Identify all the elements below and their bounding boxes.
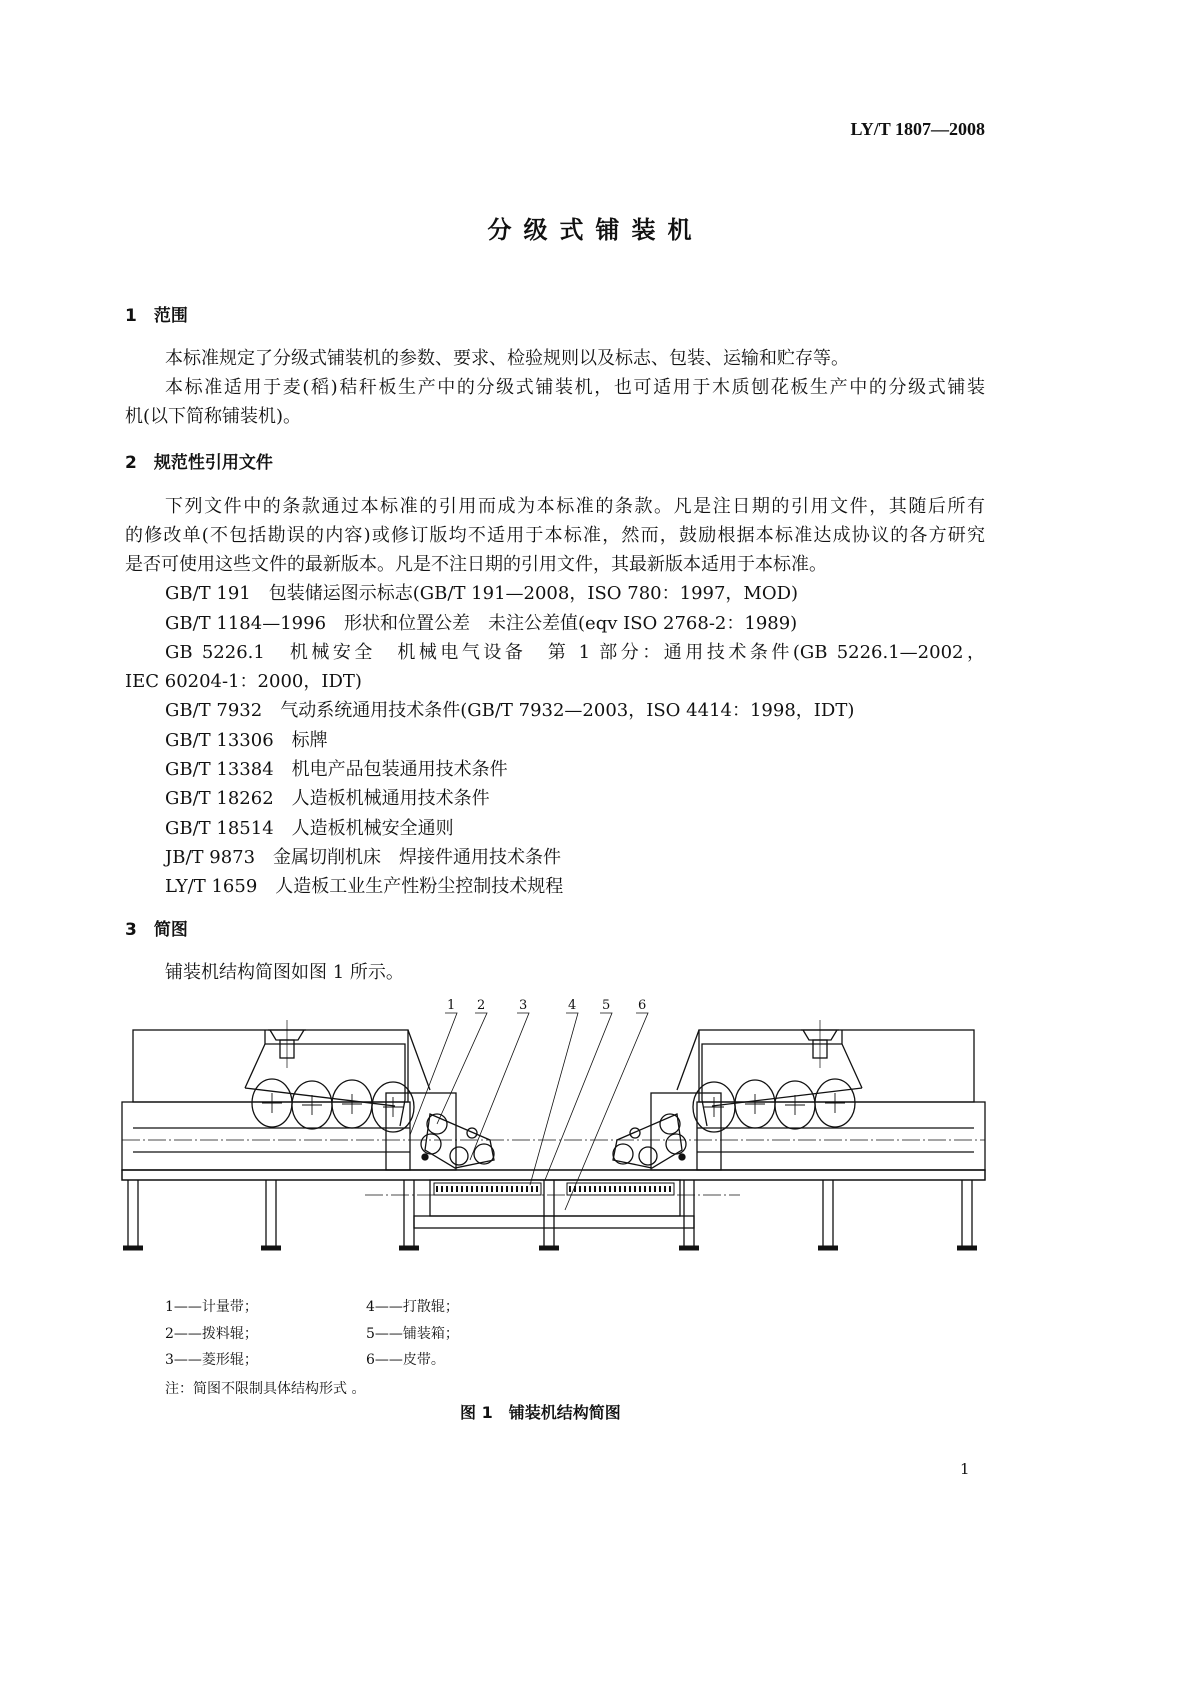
callout-5: 5 bbox=[602, 998, 611, 1013]
paragraph: 铺装机结构简图如图 1 所示。 bbox=[165, 962, 404, 983]
paragraph: 的修改单(不包括勘误的内容)或修订版均不适用于本标准，然而，鼓励根据本标准达成协议的各方研究 bbox=[125, 525, 985, 546]
frame-legs bbox=[122, 1140, 985, 1248]
legend-item: 2——拨料辊； bbox=[165, 1326, 258, 1342]
callout-4: 4 bbox=[568, 998, 577, 1013]
reference-item: GB/T 1184—1996 形状和位置公差 未注公差值(eqv ISO 2768-2：1989) bbox=[165, 613, 798, 634]
page-title: 分级式铺装机 bbox=[487, 216, 704, 244]
paragraph: 是否可使用这些文件的最新版本。凡是不注日期的引用文件，其最新版本适用于本标准。 bbox=[125, 554, 827, 575]
legend-item: 5——铺装箱； bbox=[366, 1326, 459, 1342]
callout-1: 1 bbox=[447, 998, 456, 1013]
reference-item: JB/T 9873 金属切削机床 焊接件通用技术条件 bbox=[165, 847, 562, 868]
legend-item: 6——皮带。 bbox=[366, 1352, 445, 1368]
reference-item: IEC 60204-1：2000，IDT) bbox=[125, 671, 362, 692]
callout-2: 2 bbox=[477, 998, 486, 1013]
standard-number: LY/T 1807—2008 bbox=[850, 119, 985, 139]
legend-item: 4——打散辊； bbox=[366, 1299, 459, 1315]
section-heading-references: 2 规范性引用文件 bbox=[125, 453, 273, 473]
reference-item: GB/T 18514 人造板机械安全通则 bbox=[165, 818, 454, 839]
reference-item: GB/T 7932 气动系统通用技术条件(GB/T 7932—2003，ISO 4414：1998，IDT) bbox=[165, 700, 855, 721]
paragraph: 下列文件中的条款通过本标准的引用而成为本标准的条款。凡是注日期的引用文件，其随后所有 bbox=[165, 496, 985, 517]
reference-item: GB/T 191 包装储运图示标志(GB/T 191—2008，ISO 780：1997，MOD) bbox=[165, 583, 799, 604]
callout-3: 3 bbox=[519, 998, 528, 1013]
reference-item: GB/T 13306 标牌 bbox=[165, 730, 328, 751]
reference-item: LY/T 1659 人造板工业生产性粉尘控制技术规程 bbox=[165, 876, 564, 897]
legend-item: 3——菱形辊； bbox=[165, 1352, 258, 1368]
callout-6: 6 bbox=[638, 998, 647, 1013]
paragraph: 本标准适用于麦(稻)秸秆板生产中的分级式铺装机，也可适用于木质刨花板生产中的分级式铺装 bbox=[165, 377, 985, 398]
figure-caption: 图 1 铺装机结构简图 bbox=[460, 1403, 621, 1422]
paver-structure-diagram bbox=[115, 990, 995, 1265]
legend-item: 1——计量带； bbox=[165, 1299, 258, 1315]
section-heading-scope: 1 范围 bbox=[125, 306, 188, 326]
paragraph: 机(以下简称铺装机)。 bbox=[125, 406, 302, 427]
paragraph: 本标准规定了分级式铺装机的参数、要求、检验规则以及标志、包装、运输和贮存等。 bbox=[165, 348, 849, 369]
page-number: 1 bbox=[960, 1460, 970, 1478]
reference-item: GB/T 18262 人造板机械通用技术条件 bbox=[165, 788, 490, 809]
section-heading-diagram: 3 简图 bbox=[125, 920, 188, 940]
reference-item: GB/T 13384 机电产品包装通用技术条件 bbox=[165, 759, 508, 780]
reference-item: GB 5226.1 机械安全 机械电气设备 第 1 部分：通用技术条件(GB 5226.1—2002， bbox=[165, 642, 985, 663]
figure-note: 注：简图不限制具体结构形式 。 bbox=[165, 1381, 366, 1397]
